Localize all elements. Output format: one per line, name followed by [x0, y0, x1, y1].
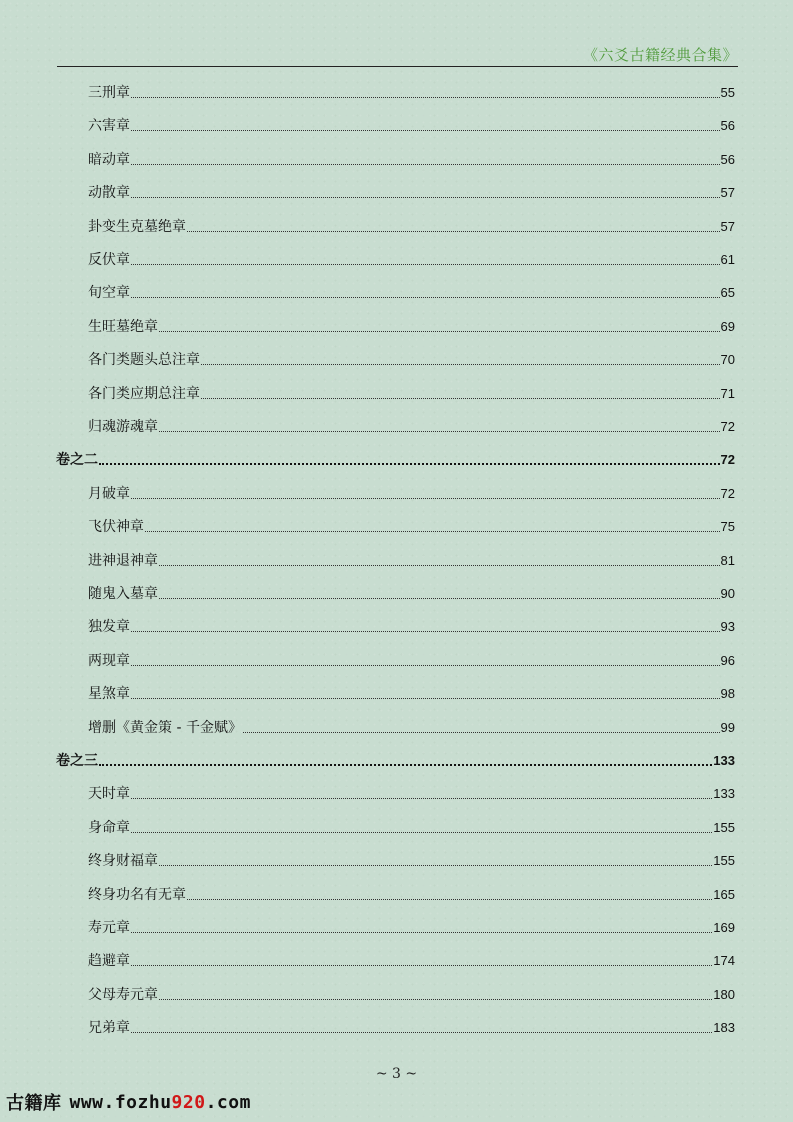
toc-entry-page: 180 — [713, 986, 735, 1002]
toc-entry-page: 169 — [713, 920, 735, 935]
toc-entry-page: 90 — [720, 586, 735, 601]
toc-entry-title: 动散章 — [88, 185, 130, 202]
toc-entry-title: 两现章 — [88, 652, 130, 669]
dot-leader — [159, 564, 720, 566]
toc-entry-title: 生旺墓绝章 — [88, 318, 158, 335]
toc-entry[interactable] — [88, 514, 735, 536]
dot-leader — [159, 430, 720, 432]
toc-entry-page: 69 — [720, 318, 735, 334]
dot-leader — [131, 931, 712, 933]
watermark-site-name: 古籍库 — [6, 1093, 62, 1114]
dot-leader — [131, 1031, 712, 1033]
toc-entry-page: 55 — [720, 85, 735, 100]
dot-leader — [159, 597, 720, 599]
toc-entry-page: 72 — [720, 419, 735, 434]
toc-entry-title: 独发章 — [88, 619, 130, 636]
dot-leader — [201, 363, 720, 365]
dot-leader — [131, 497, 720, 499]
toc-entry[interactable] — [88, 915, 735, 937]
toc-entry-title: 星煞章 — [88, 686, 130, 703]
toc-entry-title: 终身财福章 — [88, 853, 158, 870]
toc-entry[interactable] — [88, 147, 735, 169]
watermark-url-prefix: www.fozhu — [69, 1091, 172, 1113]
toc-entry-page: 72 — [720, 452, 735, 468]
toc-entry-page: 75 — [720, 519, 735, 535]
toc-entry-page: 93 — [720, 619, 735, 635]
dot-leader — [99, 462, 720, 465]
toc-entry[interactable] — [88, 247, 735, 269]
toc-entry-title: 旬空章 — [88, 285, 130, 302]
toc-entry[interactable] — [88, 113, 735, 135]
watermark-url-number: 920 — [171, 1091, 206, 1113]
toc-entry-page: 65 — [720, 285, 735, 301]
dot-leader — [131, 296, 720, 298]
toc-entry-page: 155 — [713, 819, 735, 835]
toc-entry[interactable] — [88, 815, 735, 837]
toc-entry-page: 183 — [713, 1020, 735, 1036]
toc-entry-page: 72 — [720, 485, 735, 501]
toc-entry-title: 趋避章 — [88, 953, 130, 970]
toc-entry-page: 133 — [713, 786, 735, 802]
dot-leader — [145, 530, 720, 532]
toc-entry-title: 身命章 — [88, 819, 130, 836]
toc-entry-page: 96 — [720, 652, 735, 668]
toc-entry[interactable] — [88, 848, 735, 870]
toc-entry[interactable] — [88, 948, 735, 970]
dot-leader — [201, 397, 720, 399]
dot-leader — [99, 763, 712, 766]
dot-leader — [131, 96, 720, 98]
page-header — [57, 44, 738, 67]
toc-entry[interactable] — [88, 381, 735, 403]
toc-entry-page: 155 — [713, 853, 735, 869]
toc-entry[interactable] — [88, 414, 735, 436]
toc-entry-title: 卷之二 — [56, 452, 98, 469]
dot-leader — [131, 196, 720, 198]
toc-entry-title: 归魂游魂章 — [88, 419, 158, 435]
dot-leader — [131, 831, 712, 833]
dot-leader — [131, 263, 720, 265]
toc-entry[interactable] — [88, 347, 735, 369]
toc-entry-title: 随鬼入墓章 — [88, 586, 158, 602]
dot-leader — [131, 630, 720, 632]
toc-entry[interactable] — [88, 180, 735, 202]
toc-entry[interactable] — [88, 882, 735, 904]
book-title: 《六爻古籍经典合集》 — [582, 46, 738, 64]
dot-leader — [159, 330, 720, 332]
toc-entry-title: 反伏章 — [88, 252, 130, 268]
toc-entry-page: 174 — [713, 953, 735, 969]
dot-leader — [131, 797, 712, 799]
toc-entry-title: 各门类应期总注章 — [88, 385, 200, 402]
toc-entry-title: 飞伏神章 — [88, 519, 144, 536]
toc-entry[interactable] — [88, 280, 735, 302]
toc-entry[interactable] — [88, 614, 735, 636]
toc-entry[interactable] — [88, 715, 735, 737]
toc-entry[interactable] — [88, 681, 735, 703]
toc-entry-page: 57 — [720, 185, 735, 201]
toc-entry-title: 三刑章 — [88, 85, 130, 101]
toc-entry-title: 各门类题头总注章 — [88, 352, 200, 369]
toc-entry-title: 终身功名有无章 — [88, 886, 186, 903]
toc-entry[interactable] — [88, 982, 735, 1004]
toc-entry-title: 增删《黄金策 - 千金赋》 — [88, 719, 242, 736]
toc-entry-page: 56 — [720, 151, 735, 167]
page-number: ~ 3 ~ — [375, 1066, 418, 1082]
toc-entry[interactable] — [88, 214, 735, 236]
toc-entry-page: 61 — [720, 252, 735, 267]
dot-leader — [159, 998, 712, 1000]
dot-leader — [131, 964, 712, 966]
toc-entry-title: 兄弟章 — [88, 1020, 130, 1037]
toc-entry-title: 卷之三 — [56, 753, 98, 769]
toc-entry-page: 56 — [720, 118, 735, 134]
dot-leader — [131, 697, 720, 699]
toc-entry-title: 月破章 — [88, 485, 130, 502]
watermark-logo — [6, 1089, 251, 1115]
toc-entry-title: 进神退神章 — [88, 552, 158, 569]
toc-entry[interactable] — [88, 581, 735, 603]
toc-entry-page: 57 — [720, 218, 735, 234]
toc-section[interactable] — [56, 447, 735, 469]
toc-entry-page: 81 — [720, 552, 735, 568]
toc-entry[interactable] — [88, 314, 735, 336]
dot-leader — [159, 864, 712, 866]
toc-entry[interactable] — [88, 648, 735, 670]
toc-entry[interactable] — [88, 548, 735, 570]
toc-section[interactable] — [56, 748, 735, 770]
toc-entry-title: 天时章 — [88, 786, 130, 803]
dot-leader — [187, 898, 712, 900]
toc-entry[interactable] — [88, 1015, 735, 1037]
watermark-url-suffix: .com — [205, 1091, 251, 1113]
toc-entry-page: 71 — [720, 385, 735, 401]
toc-entry-title: 寿元章 — [88, 920, 130, 936]
dot-leader — [243, 731, 720, 733]
toc-entry[interactable] — [88, 781, 735, 803]
toc-entry-page: 133 — [713, 753, 735, 768]
toc-entry-title: 六害章 — [88, 118, 130, 135]
toc-entry-page: 98 — [720, 686, 735, 702]
dot-leader — [131, 129, 720, 131]
toc-entry-title: 父母寿元章 — [88, 986, 158, 1003]
toc-entry-page: 99 — [720, 719, 735, 735]
dot-leader — [131, 664, 720, 666]
toc-entry[interactable] — [88, 80, 735, 102]
dot-leader — [187, 230, 720, 232]
toc-entry-title: 暗动章 — [88, 151, 130, 168]
toc-entry[interactable] — [88, 481, 735, 503]
toc-entry-page: 70 — [720, 352, 735, 368]
toc-entry-page: 165 — [713, 886, 735, 902]
toc-entry-title: 卦变生克墓绝章 — [88, 218, 186, 235]
dot-leader — [131, 163, 720, 165]
